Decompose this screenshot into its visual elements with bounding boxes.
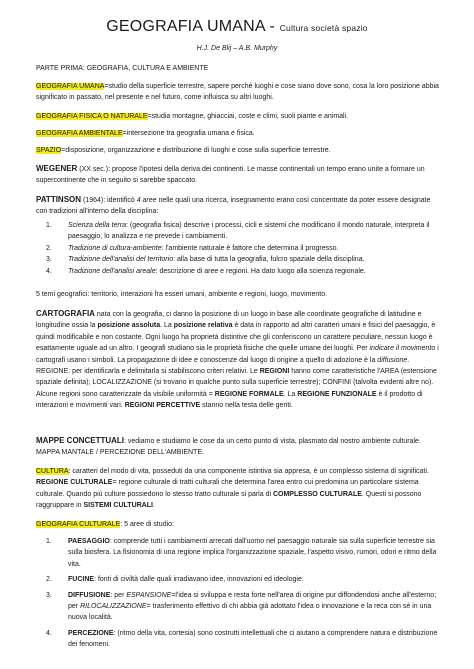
- definition-text: =studio della superficie terrestre, sapere perché luoghi e cose siano dove sono, cosa la loro posizione abbia significato in passato, nel presente e nel futuro, come influisca su altri luoghi.: [36, 83, 439, 102]
- cartografia-paragraph: [36, 308, 440, 412]
- term-regione-formale: REGIONE FORMALE: [214, 390, 284, 398]
- list-item-text: : per: [110, 591, 127, 599]
- list-item-title: Tradizione dell'analisi del territorio: [68, 256, 174, 264]
- paragraph-text: stanno nella testa delle genti.: [200, 402, 293, 410]
- list-number: 1.: [46, 538, 52, 545]
- term-complesso-culturale: COMPLESSO CULTURALE: [272, 490, 362, 498]
- paragraph-text: . REGIONE: per identificarla e delimitarla si stabiliscono criteri relativi. Le: [36, 356, 410, 376]
- list-item-title: FUCINE: [68, 576, 95, 584]
- term-regioni: REGIONI: [259, 368, 290, 376]
- definition-spazio: [36, 145, 440, 156]
- list-number: 2.: [46, 244, 52, 252]
- part-heading: PARTE PRIMA: GEOGRAFIA, CULTURA E AMBIENTE: [36, 65, 209, 72]
- definition-text: =disposizione, organizzazione e distribuzione di luoghi e cose sulla superficie terrestre.: [61, 147, 331, 154]
- cartografia-heading: CARTOGRAFIA: [36, 309, 95, 318]
- definition-geografia-fisica: [36, 111, 440, 122]
- definition-term: GEOGRAFIA UMANA: [36, 83, 105, 90]
- term-sistemi-culturali: SISTEMI CULTURALI: [83, 502, 153, 510]
- mappe-heading: MAPPE CONCETTUALI: [36, 436, 124, 445]
- definition-term: SPAZIO: [36, 147, 62, 154]
- wegener-text: (XX sec.): propose l'ipotesi della deriva dei continenti. Le masse continentali un tempo erano unite a formare un supercontinente che in seguito si sarebbe spaccato.: [36, 166, 425, 185]
- paragraph-text: . Questi si possono raggruppare in: [36, 490, 422, 510]
- title-subtitle: Cultura società spazio: [279, 23, 368, 33]
- list-number: 4.: [46, 267, 52, 275]
- definition-geografia-ambientale: [36, 128, 440, 139]
- mappe-paragraph: [36, 435, 440, 459]
- list-item-text: = trasferimento effettivo di chi abbia già adottato l'idea o innovazione e la reca con sé in una nuova località.: [68, 603, 432, 622]
- list-item: [36, 536, 440, 570]
- paragraph-text: è data in rapporto ad altri caratteri umani e fisici del paesaggio, è quindi modificabile e non costante. Ogni luogo ha proprietà distintive che gli conferiscono un carattere peculiare, nessun luogo è esattamente uguale ad un altro. I geografi studiano sia le proprietà fisiche che quelle umane dei luoghi. Per: [36, 322, 436, 353]
- paragraph-text: . La: [283, 390, 298, 398]
- definition-text: =intersezione tra geografia umana e fisica.: [122, 130, 255, 137]
- list-number: 3.: [46, 256, 52, 264]
- pattinson-areas: 4 aree: [136, 197, 157, 204]
- pattinson-text: identificò: [107, 197, 137, 204]
- list-item-text: : (ritmo della vita, cortesia) sono costrutti intellettuali che ci aiutano a comprendere natura e distribuzione dei fenomeni.: [68, 629, 438, 649]
- study-areas-list: [36, 536, 440, 651]
- list-item-title: Tradizione dell'analisi areale: [68, 267, 156, 275]
- paragraph-text: . La: [160, 322, 174, 330]
- list-item: [36, 628, 440, 651]
- list-item-title: DIFFUSIONE: [68, 591, 111, 599]
- definition-term: GEOGRAFIA CULTURALE: [36, 521, 121, 528]
- list-item: [36, 590, 440, 624]
- paragraph-text: : caratteri del modo di vita, posseduti da una componente istintiva sia appresa, è un complesso sistema di significati.: [68, 468, 429, 475]
- list-item-title: Scienza della terra: [68, 222, 126, 229]
- list-item-text: : descrizione di aree e regioni. Ha dato luogo alla scienza regionale.: [155, 267, 366, 275]
- title-main: GEOGRAFIA UMANA: [106, 18, 265, 35]
- list-item-text: : fonti di civiltà dalle quali irradiavano idee, innovazioni ed ideologie.: [94, 576, 304, 584]
- list-item-text: : l'ambiente naturale è fattore che determina il progresso.: [161, 244, 339, 252]
- cultura-paragraph: [36, 466, 440, 512]
- list-item-title: PAESAGGIO: [68, 538, 110, 545]
- list-number: 4.: [46, 629, 52, 637]
- title-separator: -: [264, 18, 280, 35]
- list-item: [36, 243, 440, 254]
- definition-term: GEOGRAFIA FISICA O NATURALE: [36, 113, 148, 120]
- page-title: [0, 17, 474, 38]
- list-number: 2.: [46, 576, 52, 584]
- paragraph-text: : vediamo e studiamo le cose da un certo punto di vista, plasmato dal nostro ambiente culturale. MAPPA MANTALE / PERCEZIONE DELL'AMBIENTE.: [36, 438, 421, 457]
- term-regione-culturale: REGIONE CULTURALE: [36, 479, 113, 487]
- authors-line: H.J. De Blij – A.B. Murphy: [196, 45, 278, 52]
- themes-line: 5 temi geografici: territorio, interazioni fra esseri umani, ambiente e regioni, luogo, movimento.: [36, 291, 328, 298]
- geografia-culturale-line: [36, 519, 440, 530]
- paragraph-text: = regione culturale di tratti culturali che determina l'area entro cui predomina un particolare sistema culturale. Quando più culture possiedono lo stesso tratto culturale si parla di: [36, 479, 419, 498]
- pattinson-name: PATTINSON: [36, 195, 82, 204]
- list-number: 1.: [46, 222, 52, 229]
- wegener-name: WEGENER: [36, 164, 78, 173]
- term-movimento: indicare il movimento: [369, 345, 436, 353]
- wegener-paragraph: [36, 163, 440, 187]
- term-posizione-relativa: posizione relativa: [173, 322, 233, 330]
- paragraph-text: nata con la geografia, ci danno la posizione di un luogo in base alle coordinate geografiche di latitudine e longitudine ossia la: [36, 311, 422, 330]
- traditions-list: [36, 220, 440, 277]
- list-item-text: : alla base di tutta la geografia, fulcro spaziale della disciplina.: [173, 256, 365, 264]
- list-item-title: Tradizione di cultura-ambiente: [68, 244, 162, 252]
- paragraph-text: .: [152, 502, 155, 510]
- term-posizione-assoluta: posizione assoluta: [97, 322, 161, 330]
- term-espansione: ESPANSIONE: [126, 591, 172, 599]
- definition-text: : 5 aree di studio:: [120, 521, 174, 528]
- paragraph-text: è il prodotto di interazioni e movimenti vari.: [36, 390, 423, 410]
- list-item-text: =l'idea si sviluppa e resta forte nell'area di origine pur diffondendosi anche all'esterno; per: [68, 591, 437, 611]
- term-rilocalizzazione: RILOCALIZZAZIONE: [80, 603, 147, 611]
- list-item: [36, 266, 440, 277]
- term-regione-funzionale: REGIONE FUNZIONALE: [297, 390, 377, 398]
- list-item: [36, 574, 440, 585]
- pattinson-paragraph: [36, 194, 440, 218]
- term-regioni-percettive: REGIONI PERCETTIVE: [124, 402, 201, 410]
- paragraph-text: i cartografi usano i simboli. La propagazione di idee e conoscenze dal luogo di origine a quello di adozione è la: [36, 345, 439, 364]
- definition-text: =studia montagne, ghiacciai, coste e climi, suoli piante e animali.: [147, 113, 349, 120]
- definition-geografia-umana: [36, 81, 440, 104]
- pattinson-text: nelle quali una ricerca, insegnamento erano così concentrate da poter essere designate con tradizioni all'interno della disciplina:: [36, 197, 431, 216]
- term-diffusione: diffusione: [377, 356, 408, 364]
- list-number: 3.: [46, 591, 52, 599]
- list-item: [36, 220, 440, 243]
- paragraph-text: hanno come caratteristiche l'AREA (estensione spaziale definita); LOCALIZZAZIONE (si trovano in qualche punto sulla superficie terrestre); CONFINI (talvolta evidenti altre no). Alcune regioni sono caratterizzate da visibile uniformità =: [36, 368, 437, 398]
- list-item-text: : (geografia fisica) descrive i processi, cicli e sistemi che modificano il mondo naturale, interpreta il paesaggio, lo analizza e ne prevede i cambiamenti.: [68, 222, 430, 241]
- definition-term: GEOGRAFIA AMBIENTALE: [36, 130, 123, 137]
- list-item: [36, 254, 440, 265]
- definition-term: CULTURA: [36, 468, 69, 475]
- pattinson-year: (1964):: [81, 197, 108, 204]
- list-item-text: : comprende tutti i cambiamenti arrecati dall'uomo nel paesaggio naturale sia sulla superficie terrestre sia sulla biosfera. La fisionomia di una regione implica l'organizzazione spaziale, l'aspetto visivo, rumori, odori e ritmo della vita.: [68, 538, 437, 568]
- list-item-title: PERCEZIONE: [68, 629, 114, 637]
